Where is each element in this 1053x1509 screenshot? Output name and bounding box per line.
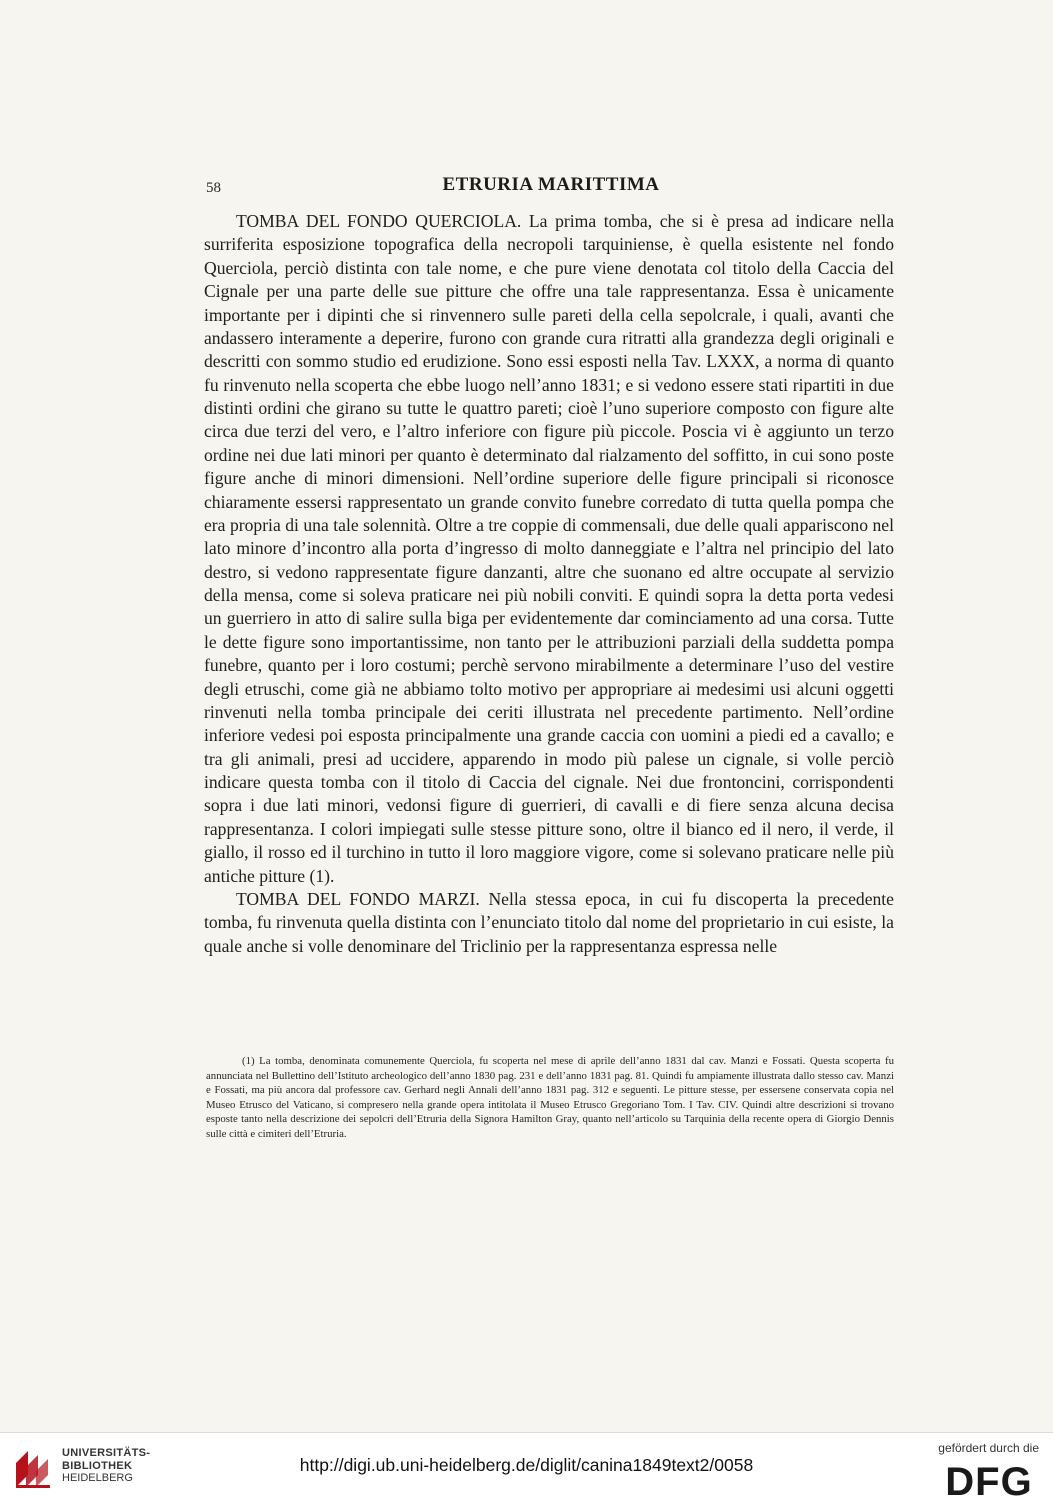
page-header [206,174,896,204]
library-name-line-2: BIBLIOTHEK [62,1459,133,1472]
body-text [204,210,894,958]
viewer-footer [0,1432,1053,1509]
library-name-line-3: HEIDELBERG [62,1472,133,1484]
dfg-logo-text: DFG [945,1461,1033,1501]
sponsor-caption: gefördert durch die [938,1441,1039,1455]
permalink-url[interactable]: http://digi.ub.uni-heidelberg.de/diglit/canina1849text2/0058 [299,1455,754,1475]
footnote-1: (1) La tomba, denominata comunemente Querciola, fu scoperta nel mese di aprile dell’anno 1831 dal cav. Manzi e Fossati. Questa scoperta fu annunciata nel Bullettino dell’Istituto archeologico dell’anno 1830 pag. 231 e dell’anno 1831 pag. 81. Quindi fu ampiamente illustrata dallo stesso cav. Manzi e Fossati, ma più ancora dal professore cav. Gerhard negli Annali dell’anno 1831 pag. 312 e seguenti. Le pitture stesse, per essersene conservata copia nel Museo Etrusco del Vaticano, si compresero nella grande opera intitolata il Museo Etrusco Gregoriano Tom. I Tav. CIV. Quindi altre descrizioni si trovano esposte tanto nella descrizione dei sepolcri dell’Etruria della Signora Hamilton Gray, quanto nell’articolo su Tarquinia della recente opera di Giorgio Dennis sulle città e cimiteri dell’Etruria. [206,1055,894,1140]
paragraph-tomba-querciola: TOMBA DEL FONDO QUERCIOLA. La prima tomba, che si è presa ad indicare nella surriferita esposizione topografica della necropoli tarquiniense, è quella esistente nel fondo Querciola, perciò distinta con tale nome, e che pure viene denotata col titolo della Caccia del Cignale per una parte delle sue pitture che offre una tale rappresentanza. Essa è unicamente importante per i dipinti che si rinvennero sulle pareti della cella sepolcrale, i quali, avanti che andassero interamente a deperire, furono con grande cura ritratti alla grandezza degli originali e descritti con sommo studio ed erudizione. Sono essi esposti nella Tav. LXXX, a norma di quanto fu rinvenuto nella scoperta che ebbe luogo nell’anno 1831; e si vedono essere stati ripartiti in due distinti ordini che girano su tutte le quattro pareti; cioè l’uno superiore composto con figure alte circa due terzi del vero, e l’altro inferiore con figure più piccole. Poscia vi è aggiunto un terzo ordine nei due lati minori per quanto è determinato dal rialzamento del soffitto, in cui sono poste figure anche di minori dimensioni. Nell’ordine superiore delle figure principali si riconosce chiaramente essersi rappresentato un grande convito funebre corredato di tutta quella pompa che era propria di una tale solennità. Oltre a tre coppie di commensali, due delle quali appariscono nel lato minore d’incontro alla porta d’ingresso di molto danneggiate e l’altra nel principio del lato destro, si vedono rappresentate figure danzanti, altre che suonano ed altre occupate al servizio della mensa, come si soleva praticare nei più nobili conviti. E quindi sopra la detta porta vedesi un guerriero in atto di salire sulla biga per evidentemente dar cominciamento ad una corsa. Tutte le dette figure sono importantissime, non tanto per le attribuzioni parziali della suddetta pompa funebre, quanto per i loro costumi; perchè servono mirabilmente a determinare l’uso del vestire degli etruschi, come già ne abbiamo tolto motivo per appropriare ai medesimi usi alcuni oggetti rinvenuti nella tomba principale dei ceriti illustrata nel precedente partimento. Nell’ordine inferiore vedesi poi esposta principalmente una grande caccia con uomini a piedi ed a cavallo; e tra gli animali, presi ad uccidere, apparendo in modo più palese un cignale, si volle perciò indicare questa tomba con il titolo di Caccia del cignale. Nei due frontoncini, corrispondenti sopra i due lati minori, vedonsi figure di guerrieri, di cavalli e di fiere senza alcuna decisa rappresentanza. I colori impiegati sulle stesse pitture sono, oltre il bianco ed il nero, il verde, il giallo, il rosso ed il turchino in tutto il loro maggiore vigore, come si solevano praticare nelle più antiche pitture (1). [204,211,894,886]
running-title: ETRURIA MARITTIMA [442,174,660,195]
footnotes [206,1054,894,1142]
dfg-logo-icon[interactable] [939,1461,1039,1501]
page-number: 58 [206,180,221,196]
library-name-line-1: UNIVERSITÄTS- [62,1447,151,1459]
paragraph-tomba-marzi: TOMBA DEL FONDO MARZI. Nella stessa epoca, in cui fu discoperta la precedente tomba, fu rinvenuta quella distinta con l’enunciato titolo dal nome del proprietario in cui esiste, la quale anche si volle denominare del Triclinio per la rappresentanza espressa nelle [204,888,894,956]
